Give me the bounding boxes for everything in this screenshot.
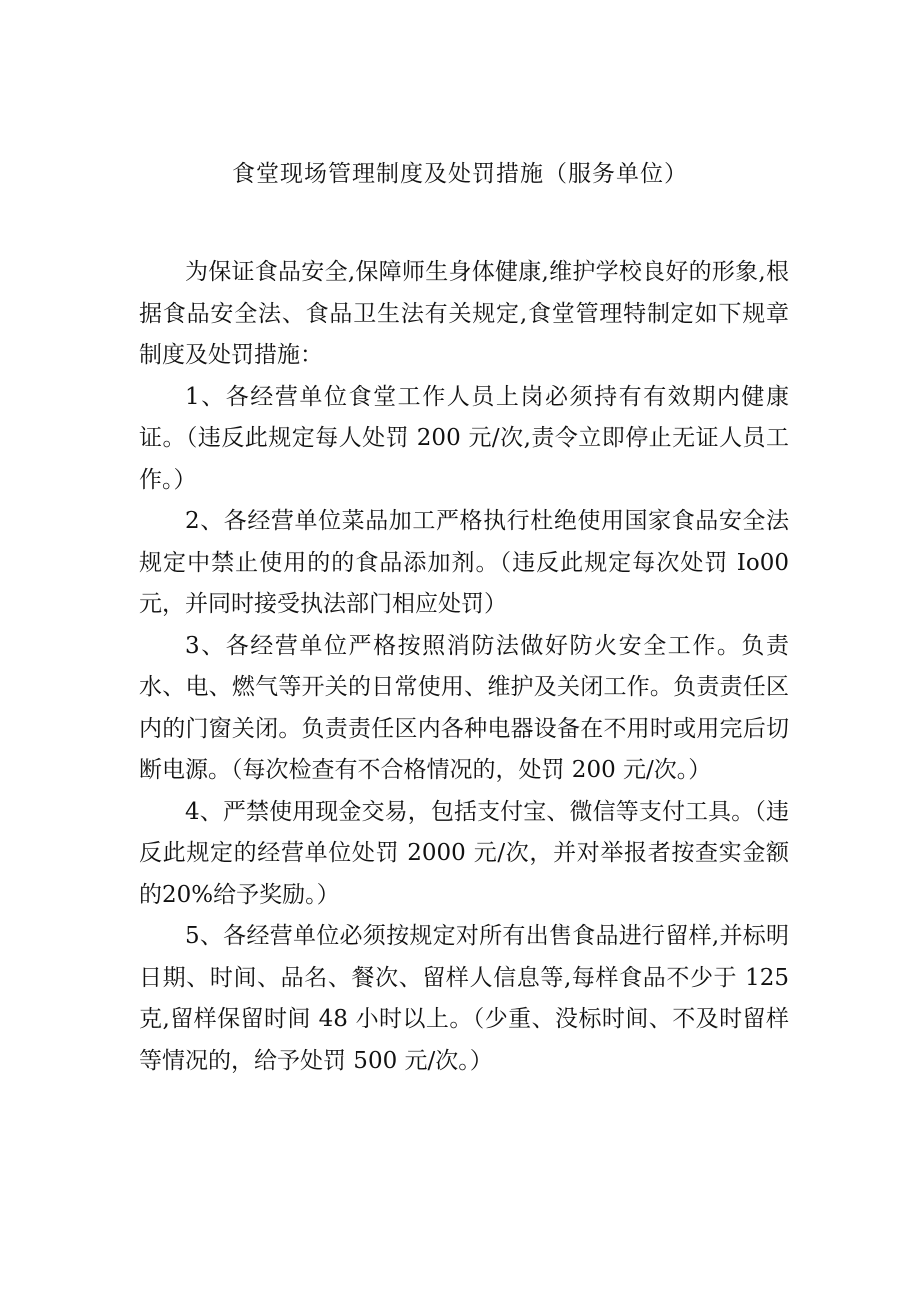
rule-1-paragraph: 1、各经营单位食堂工作人员上岗必须持有有效期内健康证。（违反此规定每人处罚 200 元/次,责令立即停止无证人员工作。） (139, 383, 789, 493)
rule-3-paragraph: 3、各经营单位严格按照消防法做好防火安全工作。负责水、电、燃气等开关的日常使用、维护及关闭工作。负责责任区内的门窗关闭。负责责任区内各种电器设备在不用时或用完后切断电源。（每次检查有不合格情况的，处罚 200 元/次。） (139, 632, 789, 783)
rule-5-paragraph: 5、各经营单位必须按规定对所有出售食品进行留样,并标明日期、时间、品名、餐次、留样人信息等,每样食品不少于 125克,留样保留时间 48 小时以上。（少重、没标时间、不及时留样等情况的，给予处罚 500 元/次。） (139, 923, 789, 1074)
document-title: 食堂现场管理制度及处罚措施（服务单位） (232, 161, 688, 187)
rule-2-paragraph: 2、各经营单位菜品加工严格执行杜绝使用国家食品安全法规定中禁止使用的的食品添加剂。（违反此规定每次处罚 Io00元，并同时接受执法部门相应处罚） (139, 508, 789, 617)
document-body (139, 252, 789, 1082)
intro-paragraph: 为保证食品安全,保障师生身体健康,维护学校良好的形象,根据食品安全法、食品卫生法有关规定,食堂管理特制定如下规章制度及处罚措施： (139, 259, 789, 368)
rule-4-paragraph: 4、严禁使用现金交易，包括支付宝、微信等支付工具。（违反此规定的经营单位处罚 2000 元/次，并对举报者按查实金额的20%给予奖励。） (139, 798, 789, 908)
